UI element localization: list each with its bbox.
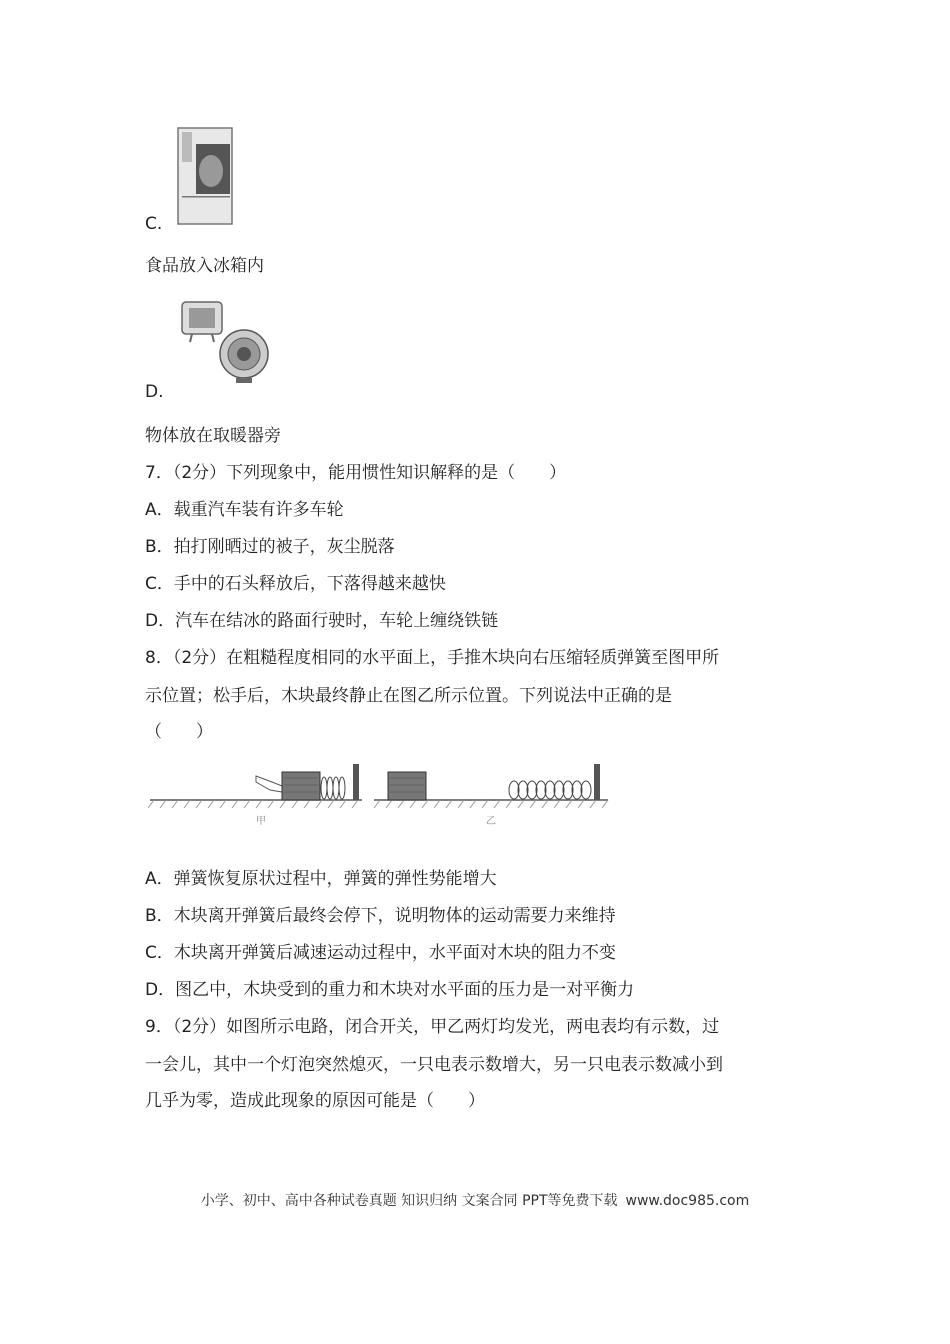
question-8-option-c: C．木块离开弹簧后减速运动过程中，水平面对木块的阻力不变 bbox=[145, 943, 616, 963]
question-7-option-b: B．拍打刚晒过的被子，灰尘脱落 bbox=[145, 537, 395, 557]
question-8-stem-line-2: 示位置；松手后，木块最终静止在图乙所示位置。下列说法中正确的是 bbox=[145, 686, 672, 706]
page-footer bbox=[0, 1190, 950, 1210]
question-7-option-a: A．载重汽车装有许多车轮 bbox=[145, 500, 344, 520]
question-8-stem-line-1: 8．（2分）在粗糙程度相同的水平面上，手推木块向右压缩轻质弹簧至图甲所 bbox=[145, 648, 720, 668]
question-9-stem-line-3: 几乎为零，造成此现象的原因可能是（ ） bbox=[145, 1091, 485, 1111]
question-9-stem-line-2: 一会儿，其中一个灯泡突然熄灭，一只电表示数增大，另一只电表示数减小到 bbox=[145, 1055, 723, 1075]
question-8-stem-line-3: （ ） bbox=[145, 722, 213, 742]
question-7-option-c: C．手中的石头释放后，下落得越来越快 bbox=[145, 574, 446, 594]
footer-text: 小学、初中、高中各种试卷真题 知识归纳 文案合同 PPT等免费下载 bbox=[200, 1193, 618, 1209]
question-9-stem-line-1: 9．（2分）如图所示电路，闭合开关，甲乙两灯均发光，两电表均有示数，过 bbox=[145, 1017, 720, 1037]
option-d-label: D. bbox=[145, 382, 164, 402]
option-c-caption: 食品放入冰箱内 bbox=[145, 256, 264, 276]
option-c-label: C. bbox=[145, 214, 163, 234]
heater-image bbox=[178, 296, 273, 391]
spring-block-figure bbox=[148, 752, 613, 832]
question-7-option-d: D．汽车在结冰的路面行驶时，车轮上缠绕铁链 bbox=[145, 611, 499, 631]
refrigerator-image bbox=[176, 126, 236, 226]
figure-label-yi: 乙 bbox=[486, 816, 496, 827]
question-8-option-a: A．弹簧恢复原状过程中，弹簧的弹性势能增大 bbox=[145, 869, 497, 889]
question-8-option-d: D．图乙中，木块受到的重力和木块对水平面的压力是一对平衡力 bbox=[145, 980, 635, 1000]
question-8-option-b: B．木块离开弹簧后最终会停下，说明物体的运动需要力来维持 bbox=[145, 906, 616, 926]
figure-label-jia: 甲 bbox=[256, 816, 266, 827]
footer-url[interactable]: www.doc985.com bbox=[625, 1193, 750, 1209]
option-d-caption: 物体放在取暖器旁 bbox=[145, 426, 281, 446]
question-7-stem: 7．（2分）下列现象中，能用惯性知识解释的是（ ） bbox=[145, 463, 567, 483]
